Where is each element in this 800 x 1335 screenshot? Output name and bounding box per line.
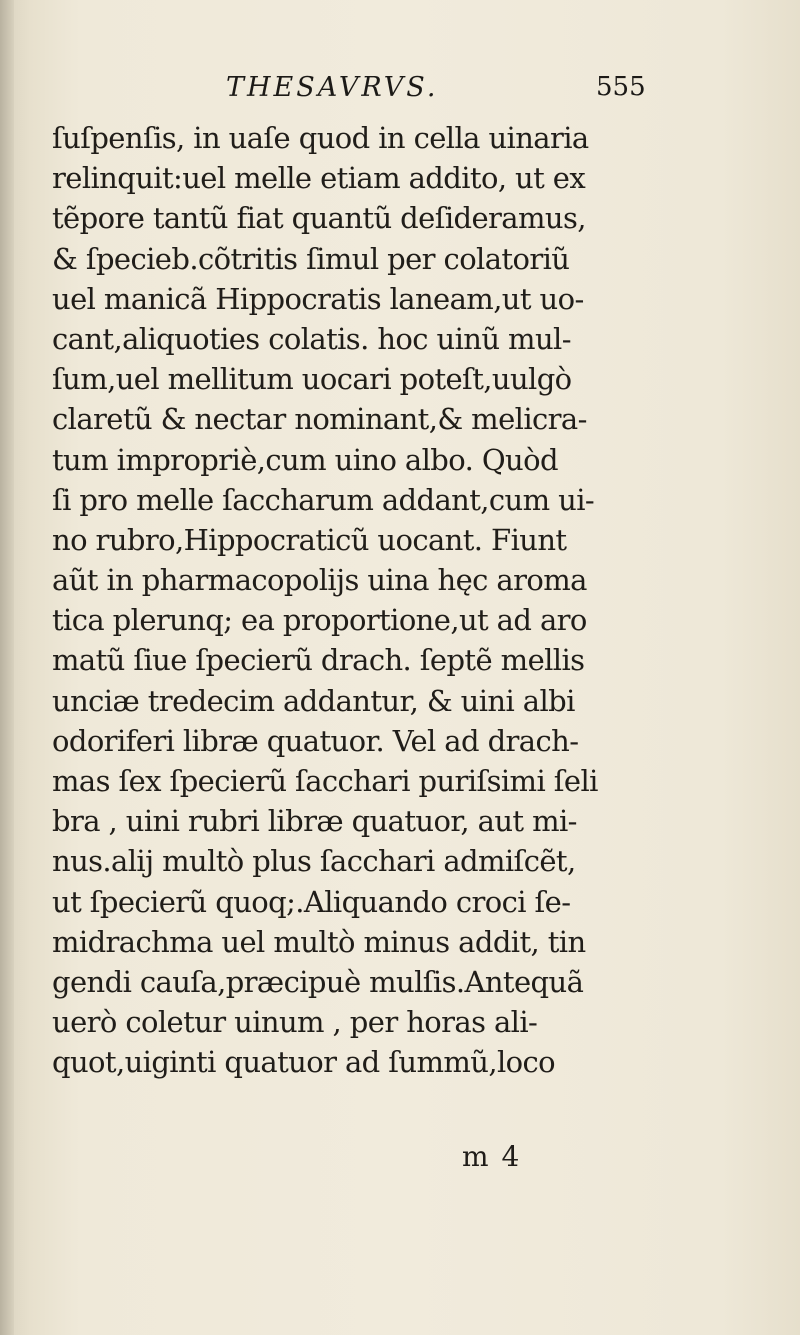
- text-line: relinquit:uel melle etiam addito, ut ex: [52, 161, 586, 196]
- text-line: matũ ſiue ſpecierũ drach. ſeptẽ mellis: [52, 643, 585, 678]
- text-line: no rubro,Hippocraticũ uocant. Fiunt: [52, 522, 567, 557]
- text-line: mas ſex ſpecierũ ſacchari puriſsimi ſeli: [52, 764, 598, 798]
- text-line: uel manicã Hippocratis laneam,ut uo-: [52, 281, 584, 316]
- body-text: [52, 118, 652, 1083]
- text-line: ſi pro melle ſaccharum addant,cum ui-: [52, 482, 595, 517]
- text-line: ut ſpecierũ quoq;.Aliquando croci ſe-: [52, 884, 571, 919]
- text-line: gendi cauſa,præcipuè mulſis.Antequã: [52, 964, 584, 999]
- text-line: unciæ tredecim addantur, & uini albi: [52, 683, 575, 718]
- text-line: bra , uini rubri libræ quatuor, aut mi-: [52, 804, 577, 839]
- text-line: tica plerunq; ea proportione,ut ad aro: [52, 603, 587, 638]
- text-line: uerò coletur uinum , per horas ali-: [52, 1005, 538, 1040]
- text-line: quot,uiginti quatuor ad ſummũ,loco: [52, 1045, 556, 1080]
- text-line: tum impropriè,cum uino albo. Quòd: [52, 442, 558, 477]
- page-number: 555: [596, 72, 646, 102]
- text-line: odoriferi libræ quatuor. Vel ad drach-: [52, 723, 579, 758]
- text-line: claretũ & nectar nominant,& melicra-: [52, 402, 587, 437]
- text-line: & ſpecieb.cõtritis ſimul per colatoriũ: [52, 241, 570, 276]
- text-line: aũt in pharmacopolijs uina hęc aroma: [52, 563, 587, 598]
- text-line: midrachma uel multò minus addit, tin: [52, 924, 586, 959]
- text-line: nus.alij multò plus ſacchari admiſcẽt,: [52, 844, 576, 879]
- text-line: cant,aliquoties colatis. hoc uinũ mul-: [52, 321, 571, 356]
- page-gutter: [0, 0, 14, 1335]
- text-line: ſum,uel mellitum uocari poteſt,uulgò: [52, 362, 572, 397]
- running-title: THESAVRVS.: [226, 72, 439, 103]
- text-line: tẽpore tantũ fiat quantũ deſideramus,: [52, 201, 586, 236]
- catchword: m 4: [462, 1140, 522, 1173]
- text-line: ſuſpenſis, in uaſe quod in cella uinaria: [52, 121, 589, 155]
